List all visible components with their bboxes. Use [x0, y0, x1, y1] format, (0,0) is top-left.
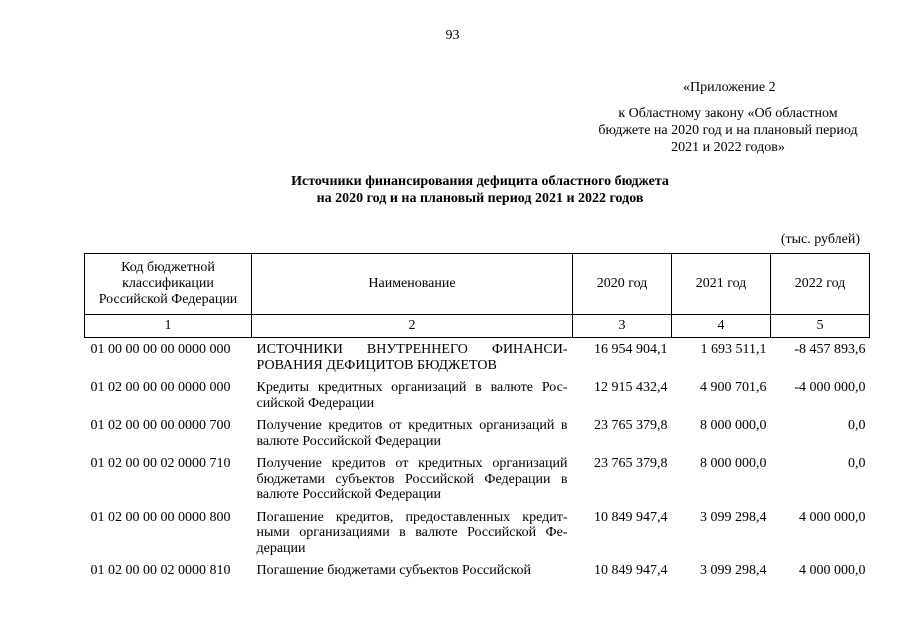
- page-number: 93: [445, 28, 460, 43]
- row-code: 01 00 00 00 00 0000 000: [90, 342, 231, 357]
- row-code: 01 02 00 00 00 0000 000: [90, 380, 231, 395]
- row-value-2022: 0,0: [848, 456, 866, 471]
- row-value-2022: 4 000 000,0: [799, 509, 866, 525]
- header-name: Наименование: [252, 254, 573, 315]
- table-row: [85, 338, 870, 377]
- column-number: 2: [252, 315, 573, 338]
- table-row: [85, 559, 870, 582]
- table-row: [85, 414, 870, 452]
- row-value-2020: 10 849 947,4: [594, 563, 668, 578]
- row-code: 01 02 00 00 02 0000 810: [90, 563, 231, 578]
- column-number: 5: [771, 315, 870, 338]
- row-code: 01 02 00 00 00 0000 800: [90, 509, 231, 525]
- row-value-2022: 4 000 000,0: [799, 563, 866, 578]
- row-name: Получение кредитов от кредитных организаций в валюте Российской Федерации: [256, 418, 568, 449]
- row-value-2020: 23 765 379,8: [594, 456, 668, 471]
- document-title-line-2: на 2020 год и на плановый период 2021 и 2022 годов: [316, 191, 644, 206]
- column-number: 1: [85, 315, 252, 338]
- row-name: Кредиты кредитных организаций в валюте Рос-сийской Федерации: [256, 380, 568, 411]
- header-2022: 2022 год: [771, 254, 870, 315]
- row-value-2020: 10 849 947,4: [594, 509, 668, 525]
- header-2020: 2020 год: [573, 254, 672, 315]
- row-name: Погашение кредитов, предоставленных кредит-ными организациями в валюте Российской Фе-дерации: [256, 509, 568, 556]
- table-header-row: [85, 254, 870, 315]
- row-name: ИСТОЧНИКИ ВНУТРЕННЕГО ФИНАНСИ-РОВАНИЯ ДЕФИЦИТОВ БЮДЖЕТОВ: [256, 342, 568, 373]
- row-name: Получение кредитов от кредитных организаций бюджетами субъектов Российской Федерации в валюте Российской Федерации: [256, 456, 568, 502]
- row-name: Погашение бюджетами субъектов Российской: [256, 563, 532, 578]
- row-value-2022: 0,0: [848, 418, 866, 433]
- row-value-2021: 8 000 000,0: [700, 418, 767, 433]
- row-value-2021: 4 900 701,6: [700, 380, 767, 395]
- row-code: 01 02 00 00 02 0000 710: [90, 456, 231, 471]
- header-2021: 2021 год: [672, 254, 771, 315]
- units-label: (тыс. рублей): [780, 232, 860, 247]
- table-row: [85, 452, 870, 506]
- row-value-2020: 12 915 432,4: [594, 380, 668, 395]
- row-value-2021: 3 099 298,4: [700, 563, 767, 578]
- row-value-2021: 8 000 000,0: [700, 456, 767, 471]
- table-row: [85, 376, 870, 414]
- table-row: [85, 506, 870, 560]
- column-number: 4: [672, 315, 771, 338]
- row-value-2021: 1 693 511,1: [700, 342, 767, 357]
- column-number-row: [85, 315, 870, 338]
- budget-sources-table: [84, 253, 870, 582]
- column-number: 3: [573, 315, 672, 338]
- row-value-2022: -4 000 000,0: [794, 380, 866, 395]
- row-value-2020: 23 765 379,8: [594, 418, 668, 433]
- row-code: 01 02 00 00 00 0000 700: [90, 418, 231, 433]
- document-title: [180, 173, 780, 207]
- document-title-line-1: Источники финансирования дефицита областного бюджета: [291, 174, 669, 189]
- row-value-2020: 16 954 904,1: [594, 342, 668, 357]
- appendix-reference: к Областному закону «Об областном бюджете на 2020 год и на плановый период 2021 и 2022 годов»: [598, 106, 858, 155]
- appendix-title: «Приложение 2: [683, 80, 776, 95]
- header-code: Код бюджетной классификации Российской Федерации: [85, 254, 252, 315]
- row-value-2022: -8 457 893,6: [794, 342, 866, 357]
- row-value-2021: 3 099 298,4: [700, 509, 767, 525]
